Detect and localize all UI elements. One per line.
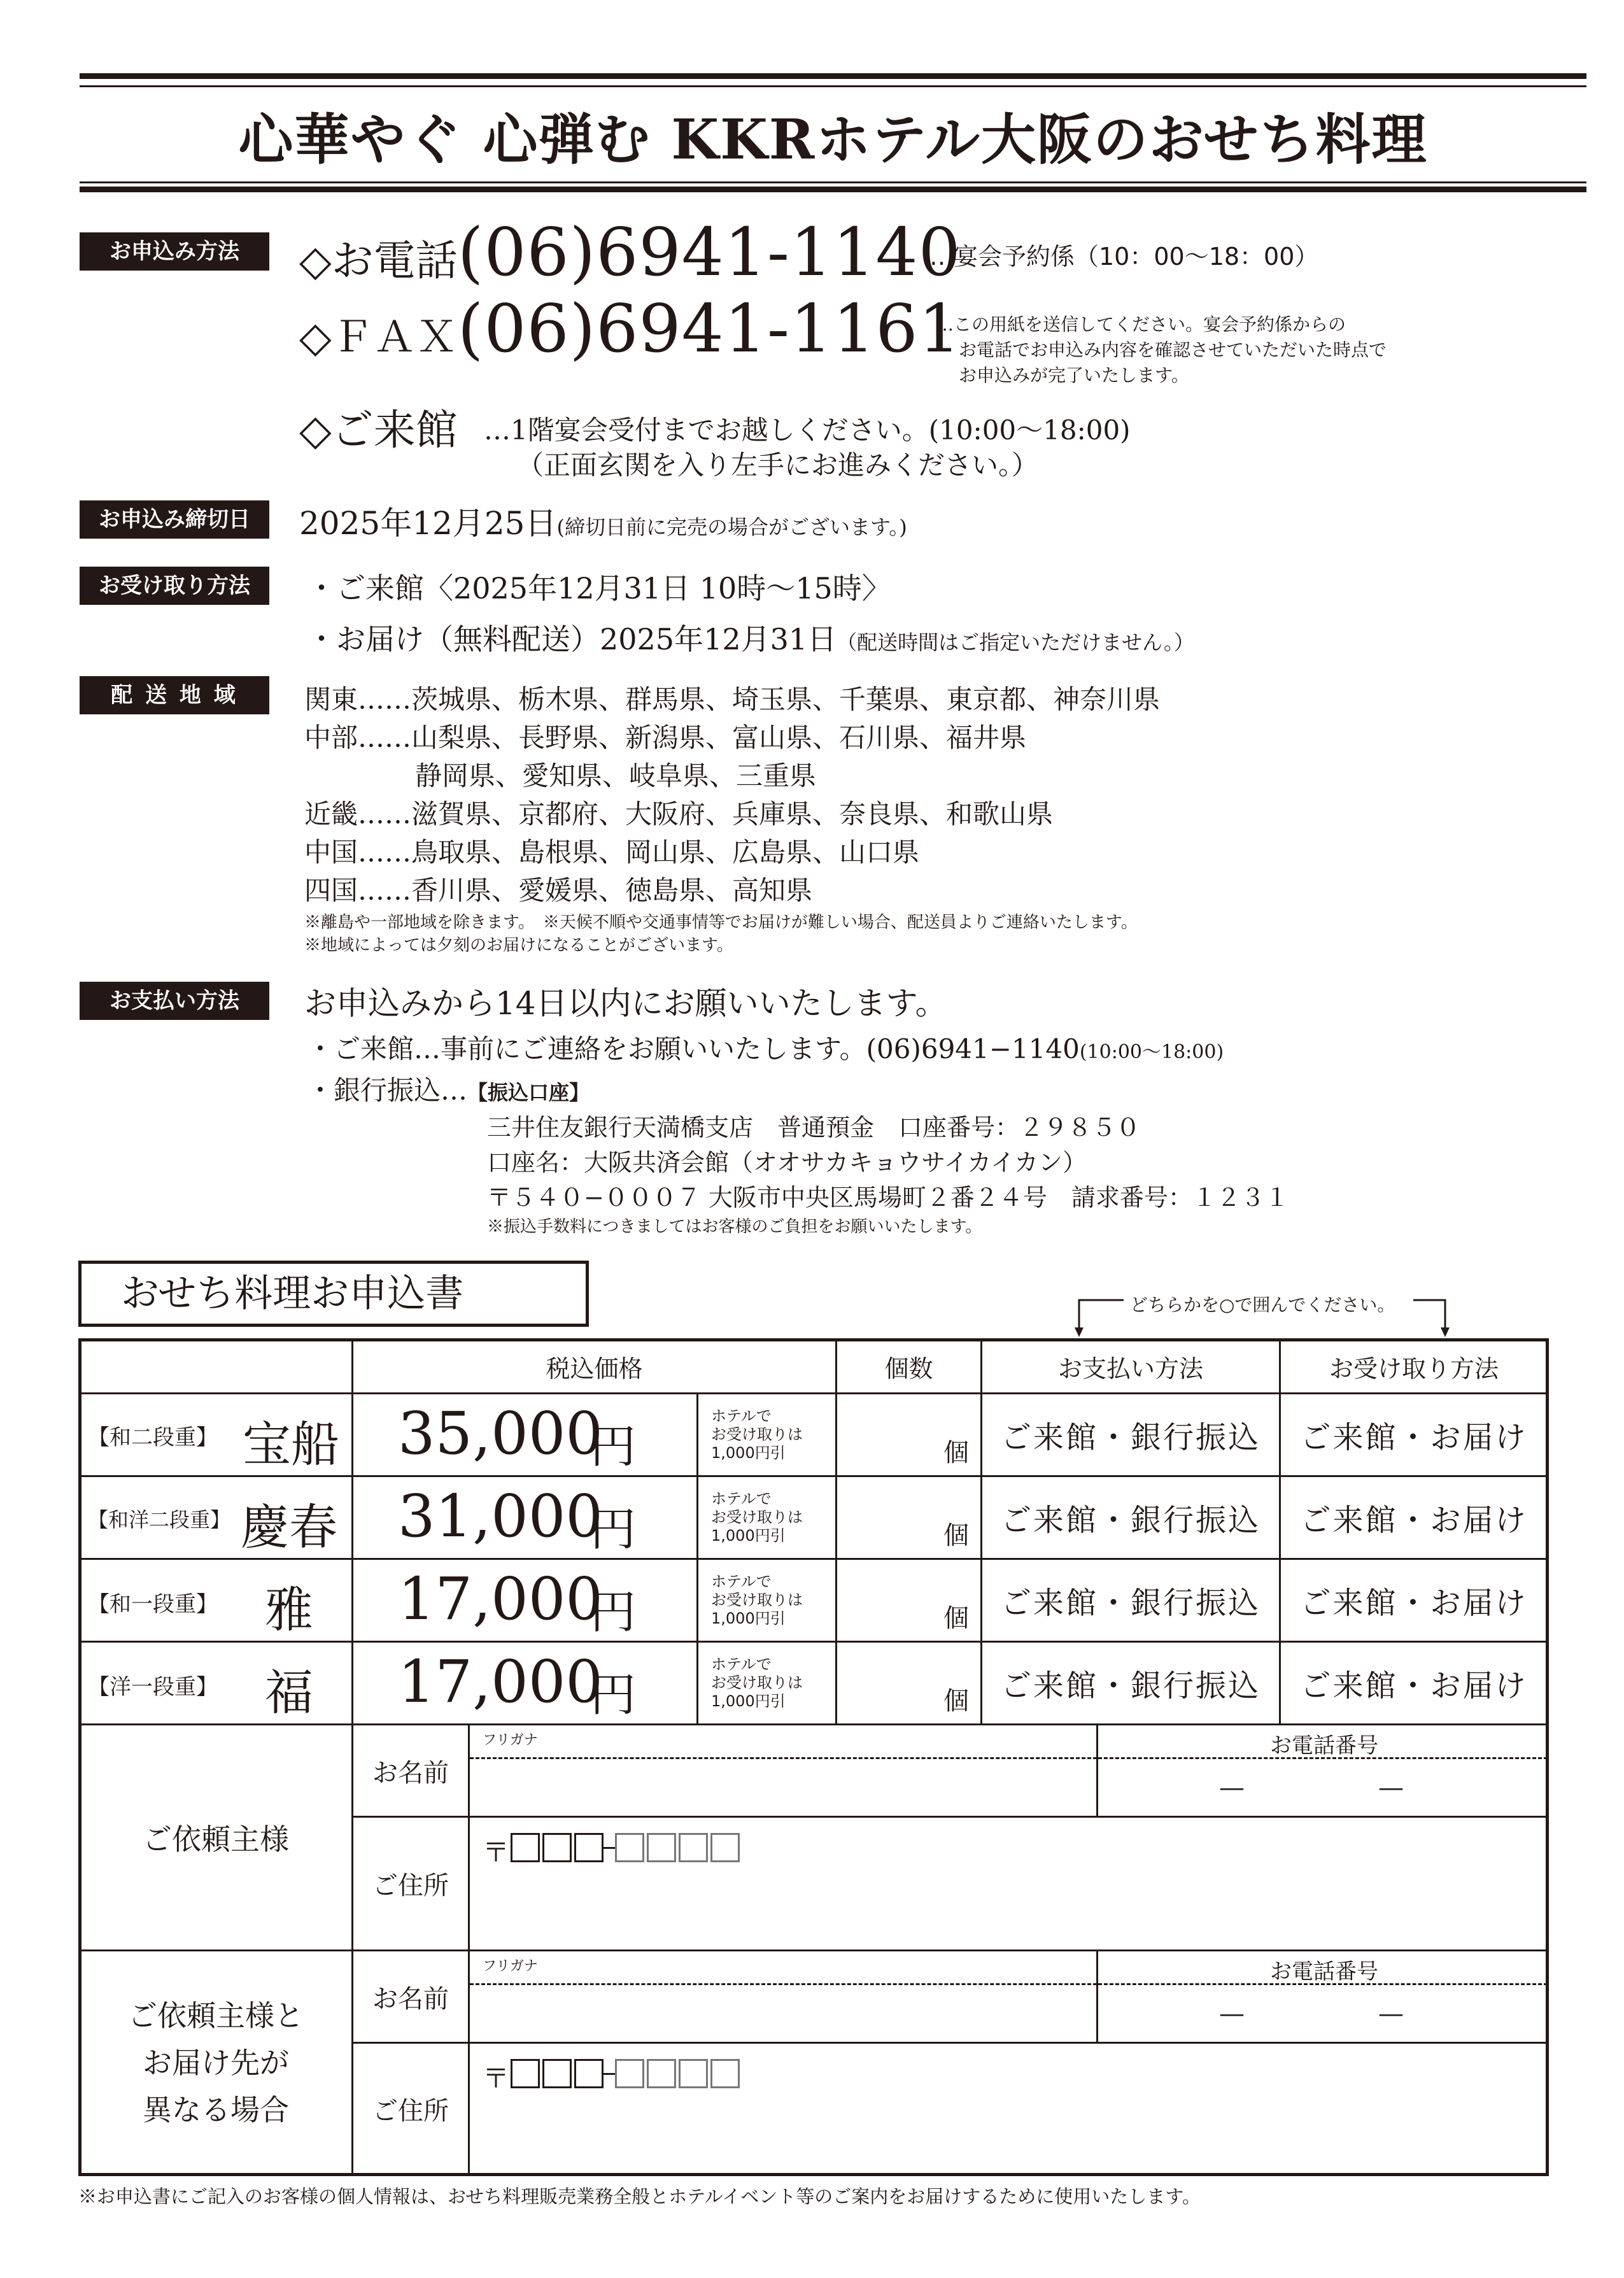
payment-visit-hours: (10:00〜18:00): [1079, 1041, 1224, 1063]
bank-line-1: 三井住友銀行天満橋支店 普通預金 口座番号：２９８５０: [487, 1114, 1141, 1142]
deadline-date: 2025年12月25日: [299, 505, 557, 542]
postal-box[interactable]: [615, 2059, 644, 2088]
pickup-visit: ・ご来館〈2025年12月31日 10時〜15時〉: [307, 571, 891, 605]
postal-box[interactable]: [710, 2059, 740, 2088]
price-note-1: ホテルで: [711, 1407, 772, 1425]
payment-bank-prefix: ・銀行振込…: [307, 1075, 468, 1106]
circle-note: どちらかを○で囲んでください。: [1130, 1294, 1395, 1315]
page-title: 心華やぐ 心弾む KKRホテル大阪のおせち料理: [238, 108, 1428, 172]
postal-box[interactable]: [647, 1833, 676, 1862]
header-pickup: お受け取り方法: [1279, 1338, 1549, 1394]
product-name-cell: [78, 1475, 353, 1560]
top-rule-thick: [80, 73, 1586, 79]
header-blank: [78, 1338, 353, 1394]
price-unit: 円: [590, 1585, 637, 1639]
visit-note-2: （正面玄関を入り左手にお進みください。）: [517, 449, 1039, 481]
bank-line-3: 〒５４０−０００７ 大阪市中央区馬場町２番２４号 請求番号：１２３１: [487, 1184, 1289, 1212]
area-line-chubu-2: 静岡県、愛知県、岐阜県、三重県: [415, 760, 817, 791]
area-line-shikoku: 四国……香川県、愛媛県、徳島県、高知県: [304, 875, 813, 906]
requester-address-label: ご住所: [351, 1816, 470, 1951]
phone-divider: [1098, 1757, 1548, 1759]
postal-hyphen: [604, 1847, 615, 1849]
payment-choice[interactable]: ご来館・銀行振込: [980, 1475, 1281, 1560]
qty-cell[interactable]: [835, 1475, 982, 1560]
furigana-divider: [470, 1757, 1097, 1759]
payment-label: お支払い方法: [80, 982, 269, 1020]
qty-unit: 個: [943, 1438, 969, 1468]
postal-box[interactable]: [542, 1833, 572, 1862]
visit-prefix: ◇ご来館: [299, 406, 458, 455]
qty-unit: 個: [943, 1604, 969, 1633]
price-cell: [351, 1641, 698, 1725]
phone-dash: —: [1378, 1773, 1404, 1802]
price-cell: [351, 1392, 698, 1477]
fax-note-2: お電話でお申込み内容を確認させていただいた時点で: [959, 339, 1387, 360]
recipient-name-label: お名前: [351, 1949, 470, 2044]
recipient-label-3: 異なる場合: [143, 2093, 289, 2127]
price-cell: [351, 1558, 698, 1643]
pickup-choice[interactable]: ご来館・お届け: [1279, 1475, 1549, 1560]
price-note-2: お受け取りは: [711, 1426, 803, 1443]
phone-prefix: ◇お電話: [299, 236, 458, 285]
application-label: お申込み方法: [80, 232, 269, 271]
pickup-choice[interactable]: ご来館・お届け: [1279, 1558, 1549, 1643]
area-line-kinki: 近畿……滋賀県、京都府、大阪府、兵庫県、奈良県、和歌山県: [304, 798, 1054, 830]
postal-box[interactable]: [679, 1833, 708, 1862]
payment-visit-line: [307, 1028, 1224, 1066]
header-price: 税込価格: [351, 1338, 837, 1394]
requester-furigana: フリガナ: [483, 1732, 538, 1748]
price-unit: 円: [590, 1503, 637, 1556]
pickup-choice[interactable]: ご来館・お届け: [1279, 1641, 1549, 1725]
visit-note-1: …1階宴会受付までお越しください。(10:00〜18:00): [484, 414, 1131, 446]
product-tag: 【洋一段重】: [88, 1674, 218, 1700]
qty-unit: 個: [943, 1687, 969, 1716]
requester-name-label: お名前: [351, 1723, 470, 1818]
deadline-note: (締切日前に完売の場合がございます。): [556, 515, 907, 539]
header-payment: お支払い方法: [980, 1338, 1281, 1394]
recipient-address-field[interactable]: [468, 2042, 1549, 2176]
price-note-cell: [696, 1392, 837, 1477]
recipient-label-1: ご依頼主様と: [128, 1999, 304, 2033]
price-note-2: お受け取りは: [711, 1674, 803, 1692]
price-note-2: お受け取りは: [711, 1508, 803, 1526]
phone-dash: —: [1378, 1999, 1404, 2028]
delivery-area-label: 配 送 地 域: [80, 676, 269, 714]
phone-note: …宴会予約係（10：00〜18：00）: [929, 243, 1319, 271]
price-note-cell: [696, 1558, 837, 1643]
postal-box[interactable]: [710, 1833, 740, 1862]
area-line-chubu: 中部……山梨県、長野県、新潟県、富山県、石川県、福井県: [304, 722, 1027, 753]
product-name-cell: [78, 1641, 353, 1725]
pickup-delivery-note: （配送時間はご指定いただけません。）: [837, 630, 1195, 654]
area-line-chugoku: 中国……鳥取県、島根県、岡山県、広島県、山口県: [304, 837, 920, 868]
postal-box[interactable]: [647, 2059, 676, 2088]
recipient-label: [78, 1949, 353, 2176]
price-note-3: 1,000円引: [711, 1444, 786, 1462]
postal-box[interactable]: [679, 2059, 708, 2088]
price-note-3: 1,000円引: [711, 1609, 786, 1627]
requester-name-field[interactable]: [468, 1723, 1098, 1818]
recipient-furigana: フリガナ: [483, 1958, 538, 1974]
price-note-3: 1,000円引: [711, 1692, 786, 1710]
postal-box[interactable]: [574, 1833, 604, 1862]
product-name: 宝船: [243, 1416, 339, 1473]
requester-address-field[interactable]: [468, 1816, 1549, 1951]
price-unit: 円: [590, 1668, 637, 1722]
postal-box[interactable]: [615, 1833, 644, 1862]
product-name-cell: [78, 1558, 353, 1643]
payment-choice[interactable]: ご来館・銀行振込: [980, 1641, 1281, 1725]
bank-line-2: 口座名：大阪共済会館（オオサカキョウサイカイカン）: [487, 1149, 1087, 1177]
payment-choice[interactable]: ご来館・銀行振込: [980, 1392, 1281, 1477]
fax-note-3: お申込みが完了いたします。: [959, 365, 1189, 386]
circle-note-arrows: [1070, 1292, 1451, 1343]
price-note-cell: [696, 1641, 837, 1725]
price-cell: [351, 1475, 698, 1560]
postal-box[interactable]: [511, 1833, 540, 1862]
pickup-delivery: ・お届け（無料配送）2025年12月31日: [307, 622, 837, 656]
postal-hyphen: [604, 2073, 615, 2075]
recipient-phone-label: お電話番号: [1270, 1959, 1378, 1984]
fax-note-1: …この用紙を送信してください。宴会予約係からの: [936, 314, 1346, 335]
area-note-2: ※地域によっては夕刻のお届けになることがございます。: [304, 936, 733, 955]
payment-visit: ・ご来館…事前にご連絡をお願いいたします。(06)6941−1140: [307, 1033, 1080, 1065]
product-name: 福: [265, 1664, 313, 1721]
requester-phone-field[interactable]: [1096, 1723, 1549, 1818]
product-tag: 【和二段重】: [88, 1425, 218, 1450]
product-name: 慶春: [241, 1499, 337, 1555]
qty-cell[interactable]: [835, 1392, 982, 1477]
area-note-1: ※離島や一部地域を除きます。 ※天候不順や交通事情等でお届けが難しい場合、配送員よりご連絡いたします。: [304, 913, 1138, 932]
title-rule-thick: [80, 187, 1586, 192]
phone-number: (06)6941-1140: [457, 213, 961, 291]
payment-bank-heading: 【振込口座】: [467, 1080, 590, 1105]
deadline-line: [299, 498, 907, 544]
qty-cell[interactable]: [835, 1558, 982, 1643]
phone-line: [299, 213, 961, 291]
product-name-cell: [78, 1392, 353, 1477]
deadline-label: お申込み締切日: [80, 500, 269, 539]
requester-label: ご依頼主様: [78, 1723, 353, 1951]
bank-note: ※振込手数料につきましてはお客様のご負担をお願いいたします。: [487, 1217, 982, 1236]
recipient-phone-field[interactable]: [1096, 1949, 1549, 2044]
recipient-name-field[interactable]: [468, 1949, 1098, 2044]
price-note-1: ホテルで: [711, 1573, 772, 1590]
pickup-delivery-line: [307, 616, 1194, 658]
privacy-note: ※お申込書にご記入のお客様の個人情報は、おせち料理販売業務全般とホテルイベント等のご案内をお届けするために使用いたします。: [78, 2186, 1201, 2207]
product-name: 雅: [265, 1581, 313, 1638]
price-note-1: ホテルで: [711, 1655, 772, 1673]
recipient-address-label: ご住所: [351, 2042, 470, 2176]
product-tag: 【和洋二段重】: [88, 1508, 231, 1532]
header-qty: 個数: [835, 1338, 982, 1394]
fax-line: [299, 290, 961, 367]
price-value: 17,000: [398, 1565, 603, 1633]
postal-mark: 〒: [483, 2063, 510, 2094]
postal-box[interactable]: [511, 2059, 540, 2088]
product-tag: 【和一段重】: [88, 1592, 218, 1617]
postal-box[interactable]: [542, 2059, 572, 2088]
qty-cell[interactable]: [835, 1641, 982, 1725]
qty-unit: 個: [943, 1521, 969, 1550]
phone-divider: [1098, 1983, 1548, 1985]
area-line-kanto: 関東……茨城県、栃木県、群馬県、埼玉県、千葉県、東京都、神奈川県: [304, 684, 1161, 715]
pickup-label: お受け取り方法: [80, 567, 269, 605]
price-value: 31,000: [398, 1482, 603, 1550]
price-note-2: お受け取りは: [711, 1591, 803, 1609]
price-note-3: 1,000円引: [711, 1527, 786, 1545]
pickup-choice[interactable]: ご来館・お届け: [1279, 1392, 1549, 1477]
fax-number: (06)6941-1161: [457, 290, 961, 367]
phone-dash: —: [1219, 1773, 1245, 1802]
recipient-label-2: お届け先が: [143, 2046, 289, 2080]
price-note-1: ホテルで: [711, 1490, 772, 1508]
furigana-divider: [470, 1983, 1097, 1985]
payment-bank-line: [307, 1070, 590, 1108]
price-value: 35,000: [398, 1399, 603, 1468]
form-title: おせち料理お申込書: [78, 1261, 589, 1327]
requester-phone-label: お電話番号: [1270, 1733, 1378, 1758]
phone-dash: —: [1219, 1999, 1245, 2028]
fax-prefix: ◇ＦＡＸ: [299, 313, 458, 362]
price-value: 17,000: [398, 1648, 603, 1716]
postal-box[interactable]: [574, 2059, 604, 2088]
price-unit: 円: [590, 1420, 637, 1473]
top-rule-thin: [80, 85, 1586, 87]
payment-choice[interactable]: ご来館・銀行振込: [980, 1558, 1281, 1643]
payment-intro: お申込みから14日以内にお願いいたします。: [304, 985, 947, 1022]
postal-mark: 〒: [483, 1837, 510, 1868]
title-rule-thin: [80, 181, 1586, 183]
price-note-cell: [696, 1475, 837, 1560]
